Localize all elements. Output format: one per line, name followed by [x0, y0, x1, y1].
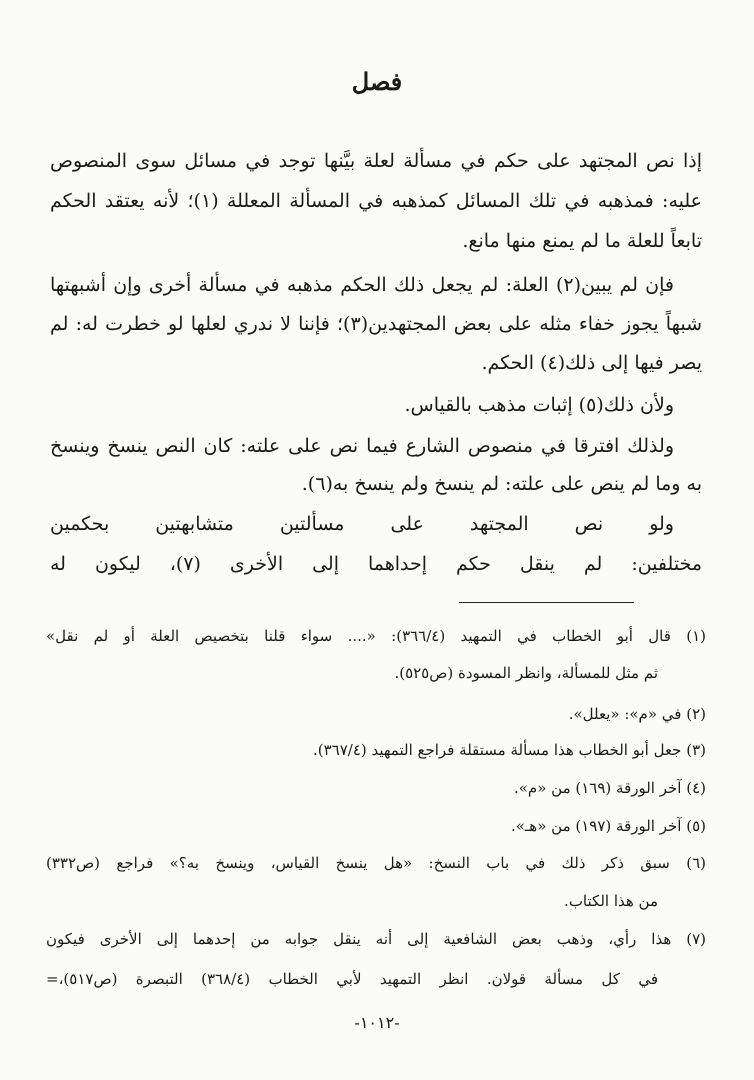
footnote-separator [459, 602, 634, 603]
page-number: -١٠١٢- [354, 1013, 400, 1032]
footnote-2: (٢) في «م»: «يعلل». [568, 705, 706, 723]
body-line-9: به وما لم ينص على علته: لم ينسخ ولم ينسخ به(٦). [301, 473, 702, 495]
footnote-3: (٣) جعل أبو الخطاب هذا مسألة مستقلة فراجع التمهيد (٣٦٧/٤). [312, 741, 706, 759]
body-line-2: عليه: فمذهبه في تلك المسائل كمذهبه في المسألة المعللة (١)؛ لأنه يعتقد الحكم [50, 190, 702, 212]
body-line-3: تابعاً للعلة ما لم يمنع منها مانع. [462, 230, 702, 252]
body-line-1: إذا نص المجتهد على حكم في مسألة لعلة بيَّنها توجد في مسائل سوى المنصوص [50, 150, 702, 172]
footnote-7-continuation: في كل مسألة قولان. انظر التمهيد لأبي الخطاب (٣٦٨/٤) التبصرة (ص٥١٧)،= [46, 970, 658, 988]
body-line-4: فإن لم يبين(٢) العلة: لم يجعل ذلك الحكم مذهبه في مسألة أخرى وإن أشبهتها [50, 274, 674, 296]
body-line-8: ولذلك افترقا في منصوص الشارع فيما نص على علته: كان النص ينسخ وينسخ [50, 435, 674, 457]
footnote-6: (٦) سبق ذكر ذلك في باب النسخ: «هل ينسخ القياس، وينسخ به؟» فراجع (ص٣٣٢) [46, 854, 706, 872]
footnote-7: (٧) هذا رأي، وذهب بعض الشافعية إلى أنه ينقل جوابه من إحدهما إلى الأخرى فيكون [46, 930, 706, 948]
footnote-1: (١) قال أبو الخطاب في التمهيد (٣٦٦/٤): «.... سواء قلنا بتخصيص العلة أو لم نقل» [46, 627, 706, 645]
body-line-11: مختلفين: لم ينقل حكم إحداهما إلى الأخرى (٧)، ليكون له [50, 553, 702, 575]
footnote-1-continuation: ثم مثل للمسألة، وانظر المسودة (ص٥٢٥). [394, 664, 658, 682]
footnote-5: (٥) آخر الورقة (١٩٧) من «هـ». [510, 817, 706, 835]
footnote-6-continuation: من هذا الكتاب. [564, 892, 658, 910]
section-heading: فصل [351, 67, 403, 96]
body-line-5: شبهاً يجوز خفاء مثله على بعض المجتهدين(٣)؛ فإننا لا ندري لعلها لو خطرت له: لم [50, 313, 702, 335]
body-line-6: يصر فيها إلى ذلك(٤) الحكم. [481, 352, 702, 374]
body-line-10: ولو نص المجتهد على مسألتين متشابهتين بحكمين [50, 513, 674, 535]
footnote-4: (٤) آخر الورقة (١٦٩) من «م». [513, 779, 706, 797]
body-line-7: ولأن ذلك(٥) إثبات مذهب بالقياس. [404, 394, 674, 416]
